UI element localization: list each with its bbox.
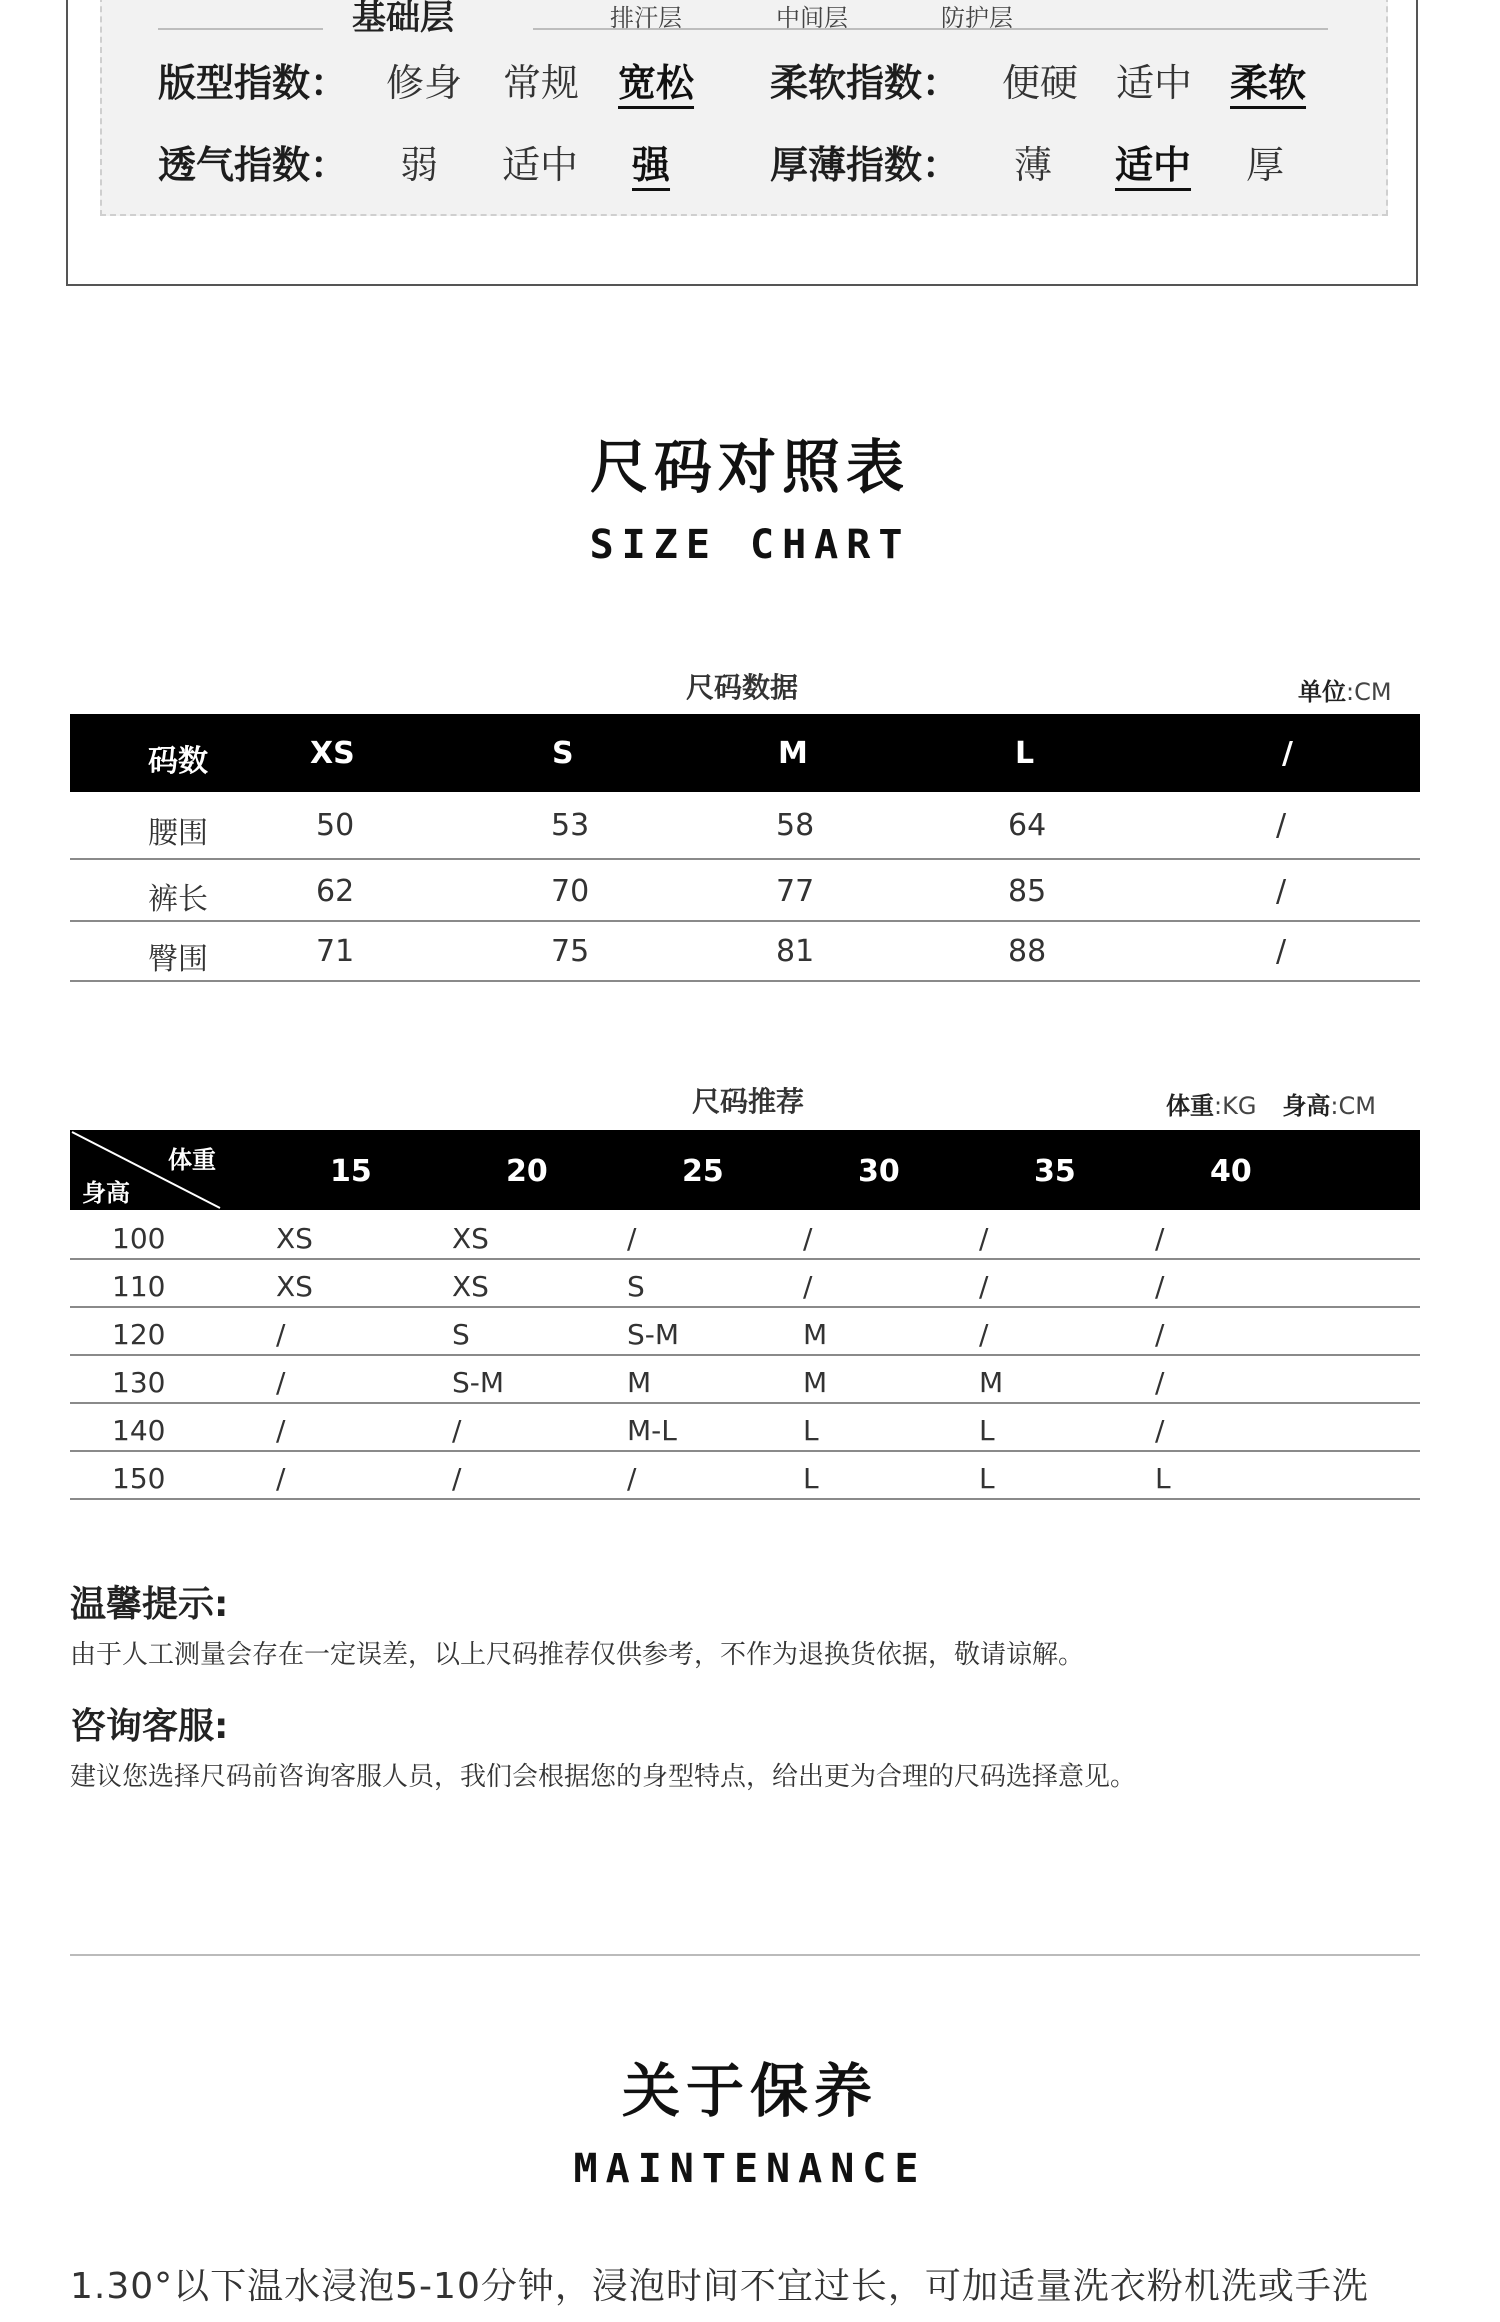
tip-title: 温馨提示: bbox=[70, 1584, 229, 1625]
fit-option-slim: 修身 bbox=[386, 61, 463, 105]
layer-line-left bbox=[158, 28, 323, 30]
size-recommendation: S bbox=[452, 1318, 470, 1351]
service-title: 咨询客服: bbox=[70, 1706, 229, 1747]
rec-table-corner bbox=[70, 1130, 222, 1210]
height-value: 120 bbox=[112, 1318, 166, 1351]
size-recommendation: M bbox=[627, 1366, 652, 1399]
weight-header: 15 bbox=[330, 1154, 372, 1189]
size-recommendation: / bbox=[1155, 1318, 1165, 1351]
size-recommendation: M bbox=[803, 1318, 828, 1351]
size-recommendation: XS bbox=[276, 1222, 313, 1255]
breathability-option-weak: 弱 bbox=[400, 143, 439, 187]
size-header-l: L bbox=[1015, 736, 1035, 771]
cell-value: 75 bbox=[551, 934, 590, 969]
tip-text: 由于人工测量会存在一定误差，以上尺码推荐仅供参考，不作为退换货依据，敬请谅解。 bbox=[70, 1640, 1085, 1670]
corner-weight-label: 体重 bbox=[168, 1146, 216, 1174]
size-header-m: M bbox=[778, 736, 808, 771]
softness-option-stiff: 便硬 bbox=[1002, 61, 1079, 105]
size-chart-subtitle: SIZE CHART bbox=[589, 522, 911, 568]
cell-value: 50 bbox=[316, 808, 355, 843]
size-recommendation: XS bbox=[276, 1270, 313, 1303]
size-recommendation: XS bbox=[452, 1222, 489, 1255]
cell-value: 62 bbox=[316, 874, 355, 909]
fit-option-loose: 宽松 bbox=[618, 61, 695, 105]
size-recommendation: L bbox=[979, 1462, 995, 1495]
breathability-option-medium: 适中 bbox=[502, 143, 579, 187]
size-recommendation: M bbox=[803, 1366, 828, 1399]
size-recommendation: / bbox=[276, 1462, 286, 1495]
size-recommendation: S-M bbox=[452, 1366, 505, 1399]
table-row bbox=[70, 1404, 1420, 1452]
row-label-length: 裤长 bbox=[148, 882, 208, 917]
cell-value: 81 bbox=[776, 934, 815, 969]
row-label-hip: 臀围 bbox=[148, 942, 208, 977]
maintenance-subtitle: MAINTENANCE bbox=[573, 2146, 927, 2192]
thickness-option-thin: 薄 bbox=[1014, 143, 1053, 187]
size-header-s: S bbox=[552, 736, 574, 771]
size-recommendation: / bbox=[276, 1414, 286, 1447]
cell-value: 88 bbox=[1008, 934, 1047, 969]
table-row bbox=[70, 1212, 1420, 1260]
table-row bbox=[70, 1308, 1420, 1356]
height-unit-label: 身高 bbox=[1282, 1092, 1331, 1120]
layer-main-label: 基础层 bbox=[352, 0, 454, 38]
size-recommendation: / bbox=[452, 1462, 462, 1495]
table-row bbox=[70, 1452, 1420, 1500]
thickness-option-medium: 适中 bbox=[1115, 143, 1192, 187]
weight-header: 25 bbox=[682, 1154, 724, 1189]
height-value: 110 bbox=[112, 1270, 166, 1303]
rec-table-unit bbox=[1166, 1086, 1376, 1121]
weight-header: 20 bbox=[506, 1154, 548, 1189]
cell-value: 58 bbox=[776, 808, 815, 843]
maintenance-title: 关于保养 bbox=[621, 2057, 878, 2125]
size-recommendation: / bbox=[803, 1270, 813, 1303]
size-recommendation: / bbox=[627, 1462, 637, 1495]
layer-sub1-label: 排汗层 bbox=[610, 4, 682, 32]
layer-sub3-label: 防护层 bbox=[941, 4, 1013, 32]
size-header-xs: XS bbox=[310, 736, 355, 771]
size-recommendation: / bbox=[979, 1222, 989, 1255]
size-recommendation: / bbox=[1155, 1222, 1165, 1255]
height-value: 140 bbox=[112, 1414, 166, 1447]
size-recommendation: M-L bbox=[627, 1414, 677, 1447]
size-table-header bbox=[70, 714, 1420, 792]
size-header-label: 码数 bbox=[148, 744, 208, 779]
row-label-waist: 腰围 bbox=[148, 816, 208, 851]
size-recommendation: L bbox=[979, 1414, 995, 1447]
size-recommendation: / bbox=[276, 1366, 286, 1399]
weight-header: 30 bbox=[858, 1154, 900, 1189]
section-divider bbox=[70, 1954, 1420, 1956]
size-recommendation: M bbox=[979, 1366, 1004, 1399]
fit-index-label: 版型指数： bbox=[158, 61, 349, 105]
size-recommendation: / bbox=[979, 1270, 989, 1303]
table-row bbox=[70, 1356, 1420, 1404]
cell-value: 64 bbox=[1008, 808, 1047, 843]
service-text: 建议您选择尺码前咨询客服人员，我们会根据您的身型特点，给出更为合理的尺码选择意见。 bbox=[70, 1762, 1137, 1792]
size-recommendation: L bbox=[803, 1462, 819, 1495]
size-recommendation: S bbox=[627, 1270, 645, 1303]
size-chart-title: 尺码对照表 bbox=[589, 433, 910, 501]
breathability-option-strong: 强 bbox=[632, 143, 671, 187]
cell-value: 70 bbox=[551, 874, 590, 909]
weight-unit-label: 体重 bbox=[1166, 1092, 1214, 1120]
thickness-option-thick: 厚 bbox=[1246, 143, 1285, 187]
cell-value: / bbox=[1276, 874, 1287, 909]
size-recommendation: / bbox=[627, 1222, 637, 1255]
unit-value: :CM bbox=[1346, 678, 1392, 706]
size-recommendation: L bbox=[803, 1414, 819, 1447]
rec-table-header bbox=[70, 1130, 1420, 1210]
height-unit-value: :CM bbox=[1330, 1092, 1376, 1120]
cell-value: / bbox=[1276, 808, 1287, 843]
size-table-unit bbox=[1298, 672, 1392, 707]
row-divider bbox=[70, 980, 1420, 982]
table-row bbox=[70, 922, 1420, 980]
height-value: 130 bbox=[112, 1366, 166, 1399]
fit-option-regular: 常规 bbox=[503, 61, 580, 105]
cell-value: 71 bbox=[316, 934, 355, 969]
size-table-caption: 尺码数据 bbox=[686, 671, 799, 704]
height-value: 150 bbox=[112, 1462, 166, 1495]
thickness-index-label: 厚薄指数： bbox=[770, 143, 961, 187]
size-recommendation: / bbox=[979, 1318, 989, 1351]
unit-label: 单位 bbox=[1298, 678, 1346, 706]
size-recommendation: / bbox=[1155, 1366, 1165, 1399]
cell-value: / bbox=[1276, 934, 1287, 969]
height-value: 100 bbox=[112, 1222, 166, 1255]
size-recommendation: / bbox=[276, 1318, 286, 1351]
size-recommendation: / bbox=[1155, 1414, 1165, 1447]
corner-height-label: 身高 bbox=[82, 1179, 130, 1207]
weight-header: 35 bbox=[1034, 1154, 1076, 1189]
weight-header: 40 bbox=[1210, 1154, 1252, 1189]
weight-unit-value: :KG bbox=[1214, 1092, 1257, 1120]
table-row bbox=[70, 1260, 1420, 1308]
softness-index-label: 柔软指数： bbox=[770, 61, 961, 105]
size-header-extra: / bbox=[1282, 736, 1293, 771]
size-recommendation: S-M bbox=[627, 1318, 680, 1351]
cell-value: 85 bbox=[1008, 874, 1047, 909]
size-recommendation: / bbox=[1155, 1270, 1165, 1303]
cell-value: 53 bbox=[551, 808, 590, 843]
size-recommendation: / bbox=[452, 1414, 462, 1447]
layer-sub2-label: 中间层 bbox=[776, 4, 848, 32]
row-divider bbox=[70, 1498, 1420, 1500]
cell-value: 77 bbox=[776, 874, 815, 909]
softness-option-soft: 柔软 bbox=[1230, 61, 1307, 105]
size-recommendation: XS bbox=[452, 1270, 489, 1303]
rec-table-caption: 尺码推荐 bbox=[692, 1085, 805, 1118]
softness-option-medium: 适中 bbox=[1116, 61, 1193, 105]
breathability-index-label: 透气指数： bbox=[158, 143, 349, 187]
table-row bbox=[70, 792, 1420, 858]
care-instruction-1: 1.30°以下温水浸泡5-10分钟，浸泡时间不宜过长，可加适量洗衣粉机洗或手洗 bbox=[70, 2266, 1369, 2307]
size-recommendation: / bbox=[803, 1222, 813, 1255]
size-recommendation: L bbox=[1155, 1462, 1171, 1495]
table-row bbox=[70, 860, 1420, 920]
